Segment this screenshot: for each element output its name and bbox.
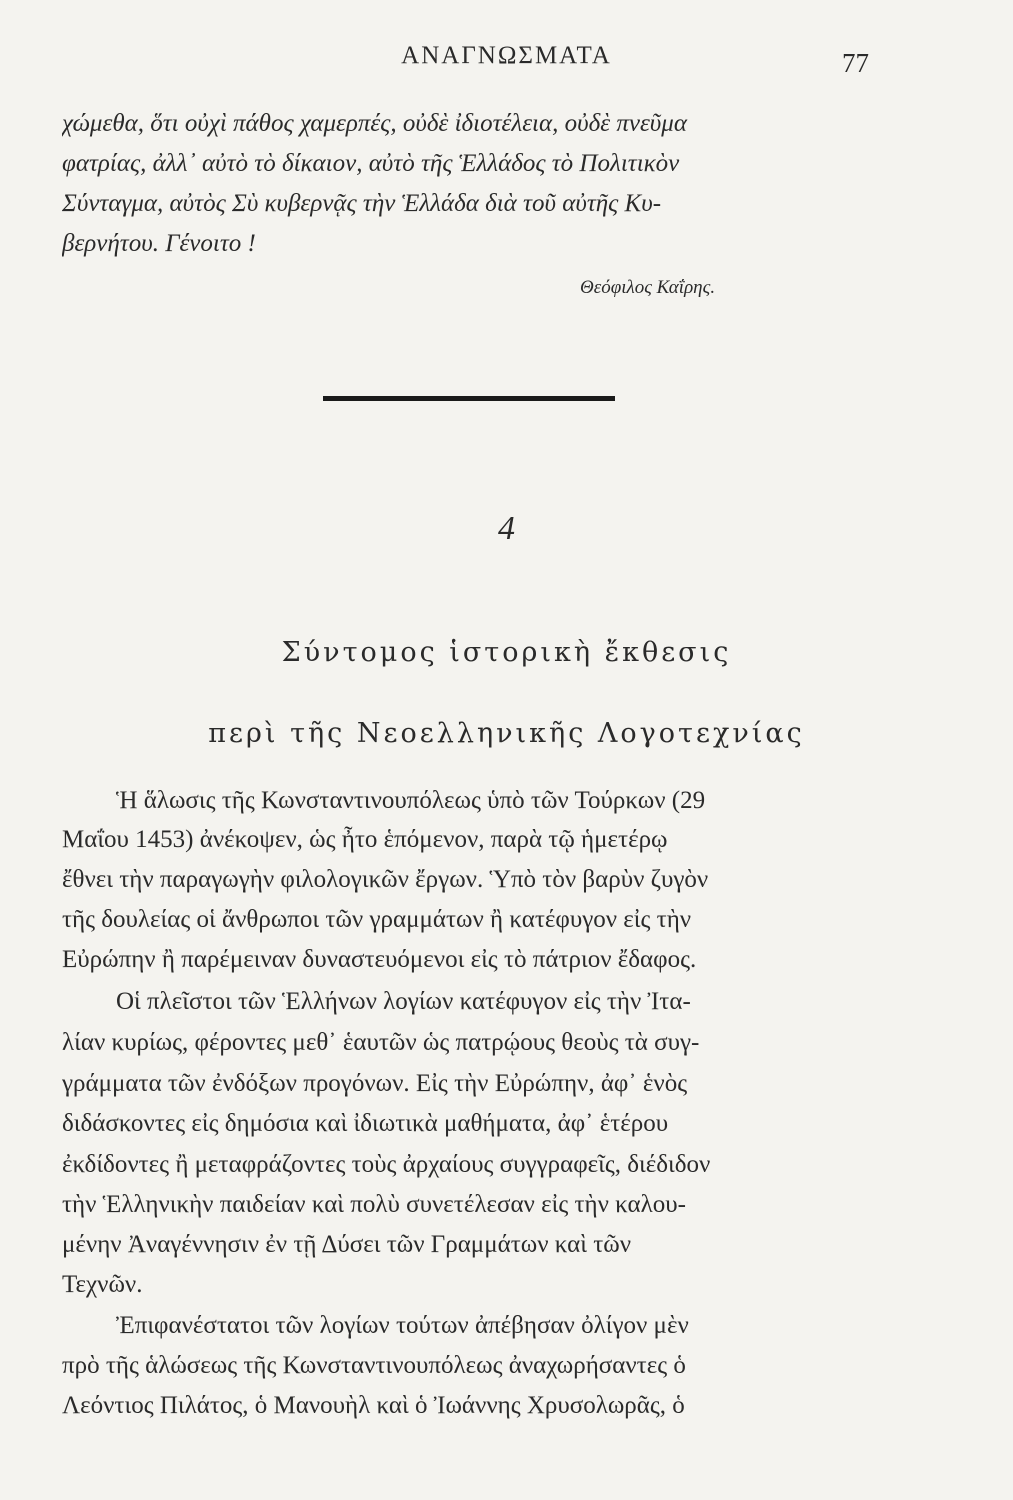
- section-number: 4: [498, 510, 515, 547]
- body-line-15: πρὸ τῆς ἁλώσεως τῆς Κωνσταντινουπόλεως ἀναχωρήσαντες ὁ: [62, 1352, 686, 1379]
- body-line-13: Τεχνῶν.: [62, 1271, 143, 1298]
- section-divider-rule: [323, 396, 615, 401]
- page-number: 77: [842, 48, 869, 78]
- body-line-14: Ἐπιφανέστατοι τῶν λογίων τούτων ἀπέβησαν ὀλίγον μὲν: [116, 1312, 689, 1339]
- body-line-9: διδάσκοντες εἰς δημόσια καὶ ἰδιωτικὰ μαθήματα, ἀφ᾽ ἑτέρου: [62, 1110, 669, 1137]
- running-header-title: ΑΝΑΓΝΩΣΜΑΤΑ: [401, 42, 612, 69]
- body-line-8: γράμματα τῶν ἐνδόξων προγόνων. Εἰς τὴν Εὐρώπην, ἀφ᾽ ἑνὸς: [62, 1070, 688, 1097]
- section-heading-line-2: περὶ τῆς Νεοελληνικῆς Λογοτεχνίας: [208, 718, 805, 749]
- continuation-line-1: χώμεθα, ὅτι οὐχὶ πάθος χαμερπές, οὐδὲ ἰδιοτέλεια, οὐδὲ πνεῦμα: [62, 110, 687, 137]
- body-line-16: Λεόντιος Πιλάτος, ὁ Μανουὴλ καὶ ὁ Ἰωάννης Χρυσολωρᾶς, ὁ: [62, 1392, 685, 1419]
- body-line-10: ἐκδίδοντες ἢ μεταφράζοντες τοὺς ἀρχαίους συγγραφεῖς, διέδιδον: [62, 1151, 711, 1178]
- body-line-3: ἔθνει τὴν παραγωγὴν φιλολογικῶν ἔργων. Ὑπὸ τὸν βαρὺν ζυγὸν: [62, 866, 709, 893]
- body-line-1: Ἡ ἅλωσις τῆς Κωνσταντινουπόλεως ὑπὸ τῶν Τούρκων (29: [116, 787, 706, 814]
- body-line-7: λίαν κυρίως, φέροντες μεθ᾽ ἑαυτῶν ὡς πατρῴους θεοὺς τὰ συγ-: [62, 1029, 700, 1056]
- section-heading-line-1: Σύντομος ἱστορικὴ ἔκθεσις: [281, 637, 732, 668]
- body-line-6: Οἱ πλεῖστοι τῶν Ἑλλήνων λογίων κατέφυγον εἰς τὴν Ἰτα-: [116, 988, 691, 1015]
- body-line-5: Εὐρώπην ἢ παρέμειναν δυναστευόμενοι εἰς τὸ πάτριον ἔδαφος.: [62, 946, 697, 973]
- author-signature: Θεόφιλος Καΐρης.: [580, 277, 716, 298]
- body-line-4: τῆς δουλείας οἱ ἄνθρωποι τῶν γραμμάτων ἢ κατέφυγον εἰς τὴν: [62, 906, 692, 933]
- continuation-line-2: φατρίας, ἀλλ᾽ αὐτὸ τὸ δίκαιον, αὐτὸ τῆς Ἑλλάδος τὸ Πολιτικὸν: [62, 150, 680, 177]
- body-line-12: μένην Ἀναγέννησιν ἐν τῇ Δύσει τῶν Γραμμάτων καὶ τῶν: [62, 1231, 632, 1258]
- body-line-2: Μαΐου 1453) ἀνέκοψεν, ὡς ἦτο ἑπόμενον, παρὰ τῷ ἡμετέρῳ: [62, 826, 668, 853]
- continuation-line-4: βερνήτου. Γένοιτο !: [62, 230, 256, 257]
- body-line-11: τὴν Ἑλληνικὴν παιδείαν καὶ πολὺ συνετέλεσαν εἰς τὴν καλου-: [62, 1191, 686, 1218]
- continuation-line-3: Σύνταγμα, αὐτὸς Σὺ κυβερνᾷς τὴν Ἑλλάδα διὰ τοῦ αὐτῆς Κυ-: [62, 190, 662, 217]
